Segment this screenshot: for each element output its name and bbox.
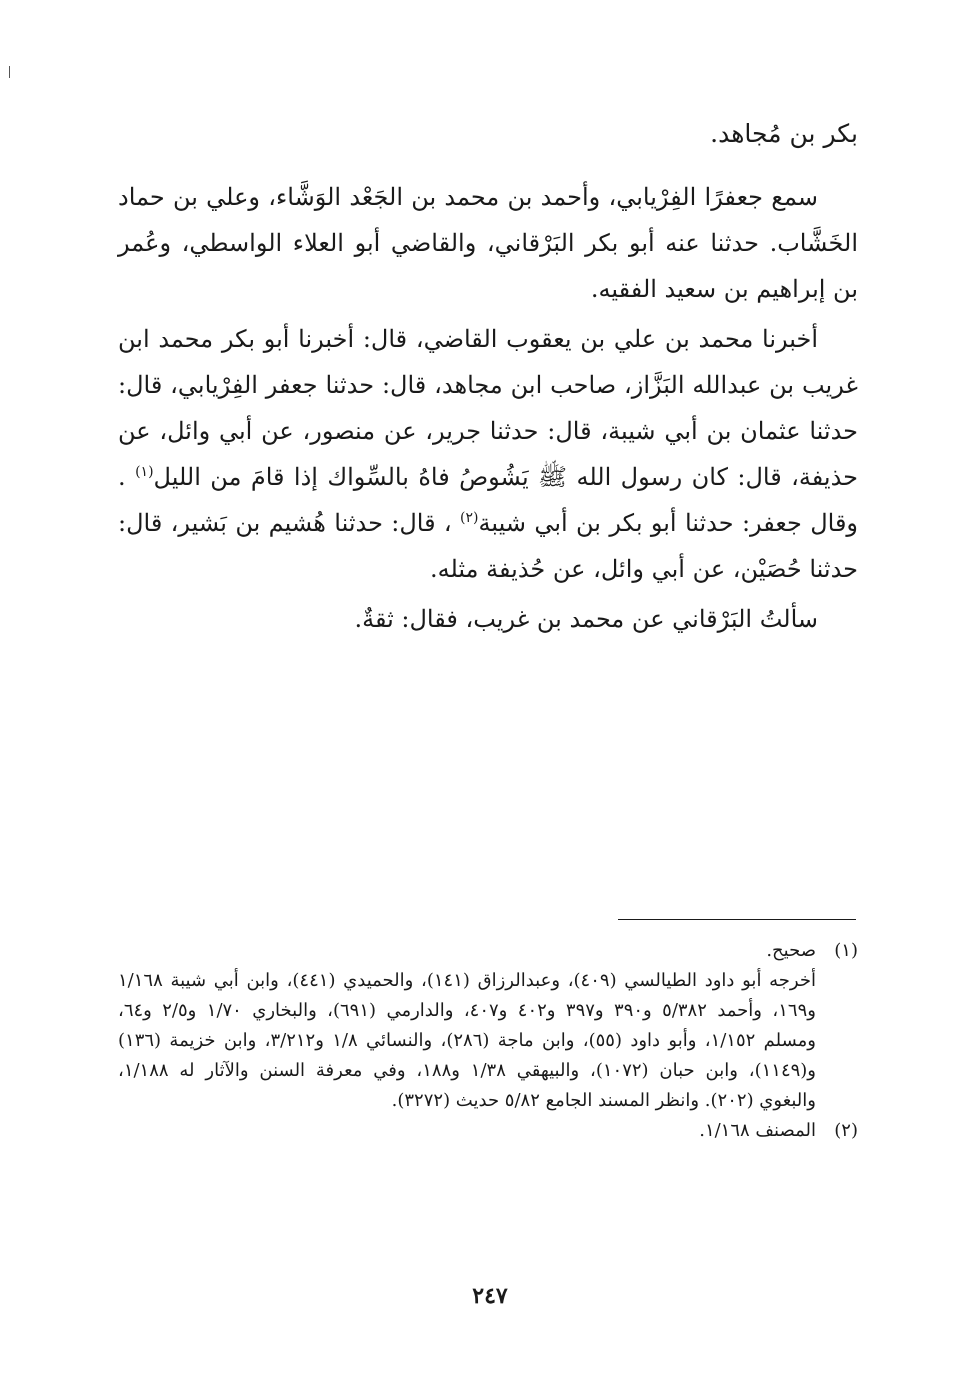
- footnote-number: (٢): [834, 1120, 858, 1141]
- footnote-separator: [618, 919, 856, 920]
- page-number: ٢٤٧: [472, 1283, 508, 1309]
- hadith-paragraph: [118, 316, 858, 592]
- closing-paragraph: سألتُ البَرْقاني عن محمد بن غريب، فقال: ثقةٌ.: [354, 605, 818, 633]
- scan-speck: [9, 66, 10, 78]
- footnote-2: [118, 1116, 858, 1146]
- biography-paragraph: سمع جعفرًا الفِرْيابي، وأحمد بن محمد بن الجَعْد الوَشَّاء، وعلي بن حماد الخَشَّاب. حدثنا عنه أبو بكر البَرْقاني، والقاضي أبو العلاء الواسطي، وعُمر بن إبراهيم بن سعيد الفقيه.: [118, 183, 859, 303]
- footnote-heading: صحيح.: [766, 940, 816, 961]
- footnote-1: [118, 936, 858, 1116]
- hadith-text-part3: ، قال: حدثنا هُشيم بن بَشير، قال: حدثنا حُصَيْن، عن أبي وائل، عن حُذيفة مثله.: [118, 509, 858, 583]
- footnote-number: (١): [834, 940, 858, 961]
- hadith-text-part1: أخبرنا محمد بن علي بن يعقوب القاضي، قال: أخبرنا أبو بكر محمد ابن غريب بن عبدالله البَزَّاز، صاحب ابن مجاهد، قال: حدثنا جعفر الفِرْيابي، قال: حدثنا عثمان بن أبي شيبة، قال: حدثنا جرير، عن منصور، عن أبي وائل، عن حذيفة، قال: كان رسول الله ﷺ يَشُوصُ فاهُ بالسِّواك إذا قامَ من الليل: [118, 325, 859, 491]
- footnotes: [118, 936, 858, 1146]
- footnote-heading: المصنف ١/١٦٨.: [699, 1120, 816, 1141]
- footnote-ref-1[interactable]: (١): [135, 464, 154, 480]
- footnote-ref-2[interactable]: (٢): [460, 510, 479, 526]
- main-text: [118, 112, 858, 642]
- entry-heading: بكر بن مُجاهد.: [710, 119, 858, 148]
- footnote-body: أخرجه أبو داود الطيالسي (٤٠٩)، وعبدالرزاق (١٤١)، والحميدي (٤٤١)، وابن أبي شيبة ١/١٦٨ و١٦٩، وأحمد ٥/٣٨٢ و٣٩٠ و٣٩٧ و٤٠٢ و٤٠٧، والدارمي (٦٩١)، والبخاري ١/٧٠ و٢/٥ و٦٤، ومسلم ١/١٥٢، وأبو داود (٥٥)، وابن ماجة (٢٨٦)، والنسائي ١/٨ و٣/٢١٢، وابن خزيمة (١٣٦) و(١١٤٩)، وابن حبان (١٠٧٢)، والبيهقي ١/٣٨ و١٨٨، وفي معرفة السنن والآثار له ١/١٨٨، والبغوي (٢٠٢). وانظر المسند الجامع ٥/٨٢ حديث (٣٢٧٢).: [118, 970, 816, 1111]
- hadith-text-part2: . وقال جعفر: حدثنا أبو بكر بن أبي شيبة: [118, 463, 859, 537]
